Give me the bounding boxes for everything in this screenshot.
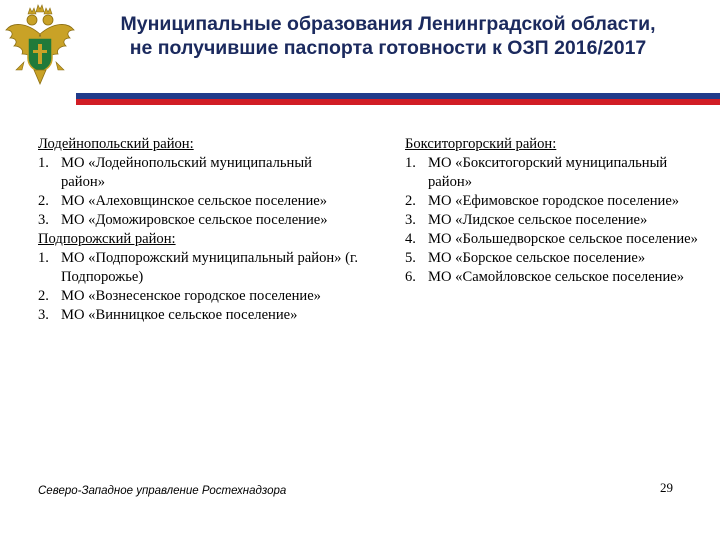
district-heading: Лодейнопольский район: — [38, 136, 194, 152]
rostekhnadzor-emblem-icon — [2, 4, 78, 88]
item-number: 6. — [405, 269, 416, 285]
item-number: 1. — [38, 155, 49, 171]
item-number: 4. — [405, 231, 416, 247]
list-item — [38, 287, 358, 306]
item-number: 3. — [38, 307, 49, 323]
list-item — [405, 192, 705, 211]
item-text: МО «Винницкое сельское поселение» — [61, 307, 298, 323]
item-number: 2. — [405, 193, 416, 209]
item-text: МО «Лидское сельское поселение» — [428, 212, 648, 228]
district-heading: Подпорожский район: — [38, 231, 176, 247]
district-heading: Бокситоргорский район: — [405, 136, 557, 152]
item-number: 1. — [405, 155, 416, 171]
list-item — [38, 211, 358, 230]
page-title — [88, 12, 688, 60]
title-line-1: Муниципальные образования Ленинградской области, — [120, 13, 656, 35]
item-text: МО «Самойловское сельское поселение» — [428, 269, 685, 285]
item-text: МО «Вознесенское городское поселение» — [61, 288, 321, 304]
list-item — [38, 154, 358, 192]
item-text: МО «Большедворское сельское поселение» — [428, 231, 698, 247]
item-text: МО «Подпорожский муниципальный район» (г. Подпорожье) — [61, 250, 358, 285]
list-item — [38, 249, 358, 287]
item-text: МО «Борское сельское поселение» — [428, 250, 646, 266]
header-stripes — [76, 88, 720, 108]
footer-organization: Северо-Западное управление Ростехнадзора — [38, 485, 287, 497]
stripe-red — [76, 99, 720, 105]
item-text: МО «Алеховщинское сельское поселение» — [61, 193, 328, 209]
list-item — [405, 268, 705, 287]
title-line-2: не получившие паспорта готовности к ОЗП 2016/2017 — [129, 37, 647, 59]
item-number: 3. — [38, 212, 49, 228]
item-number: 2. — [38, 193, 49, 209]
list-item — [38, 192, 358, 211]
list-item — [405, 211, 705, 230]
item-number: 2. — [38, 288, 49, 304]
item-text: МО «Бокситогорский муниципальный район» — [428, 155, 668, 190]
item-number: 3. — [405, 212, 416, 228]
page-number: 29 — [660, 480, 673, 495]
list-item — [405, 154, 705, 192]
list-item — [38, 306, 358, 325]
item-text: МО «Лодейнопольский муниципальный район» — [61, 155, 312, 190]
list-item — [405, 249, 705, 268]
right-column — [405, 135, 705, 287]
item-number: 5. — [405, 250, 416, 266]
item-text: МО «Ефимовское городское поселение» — [428, 193, 680, 209]
left-column — [38, 135, 358, 325]
list-item — [405, 230, 705, 249]
item-text: МО «Доможировское сельское поселение» — [61, 212, 328, 228]
item-number: 1. — [38, 250, 49, 266]
